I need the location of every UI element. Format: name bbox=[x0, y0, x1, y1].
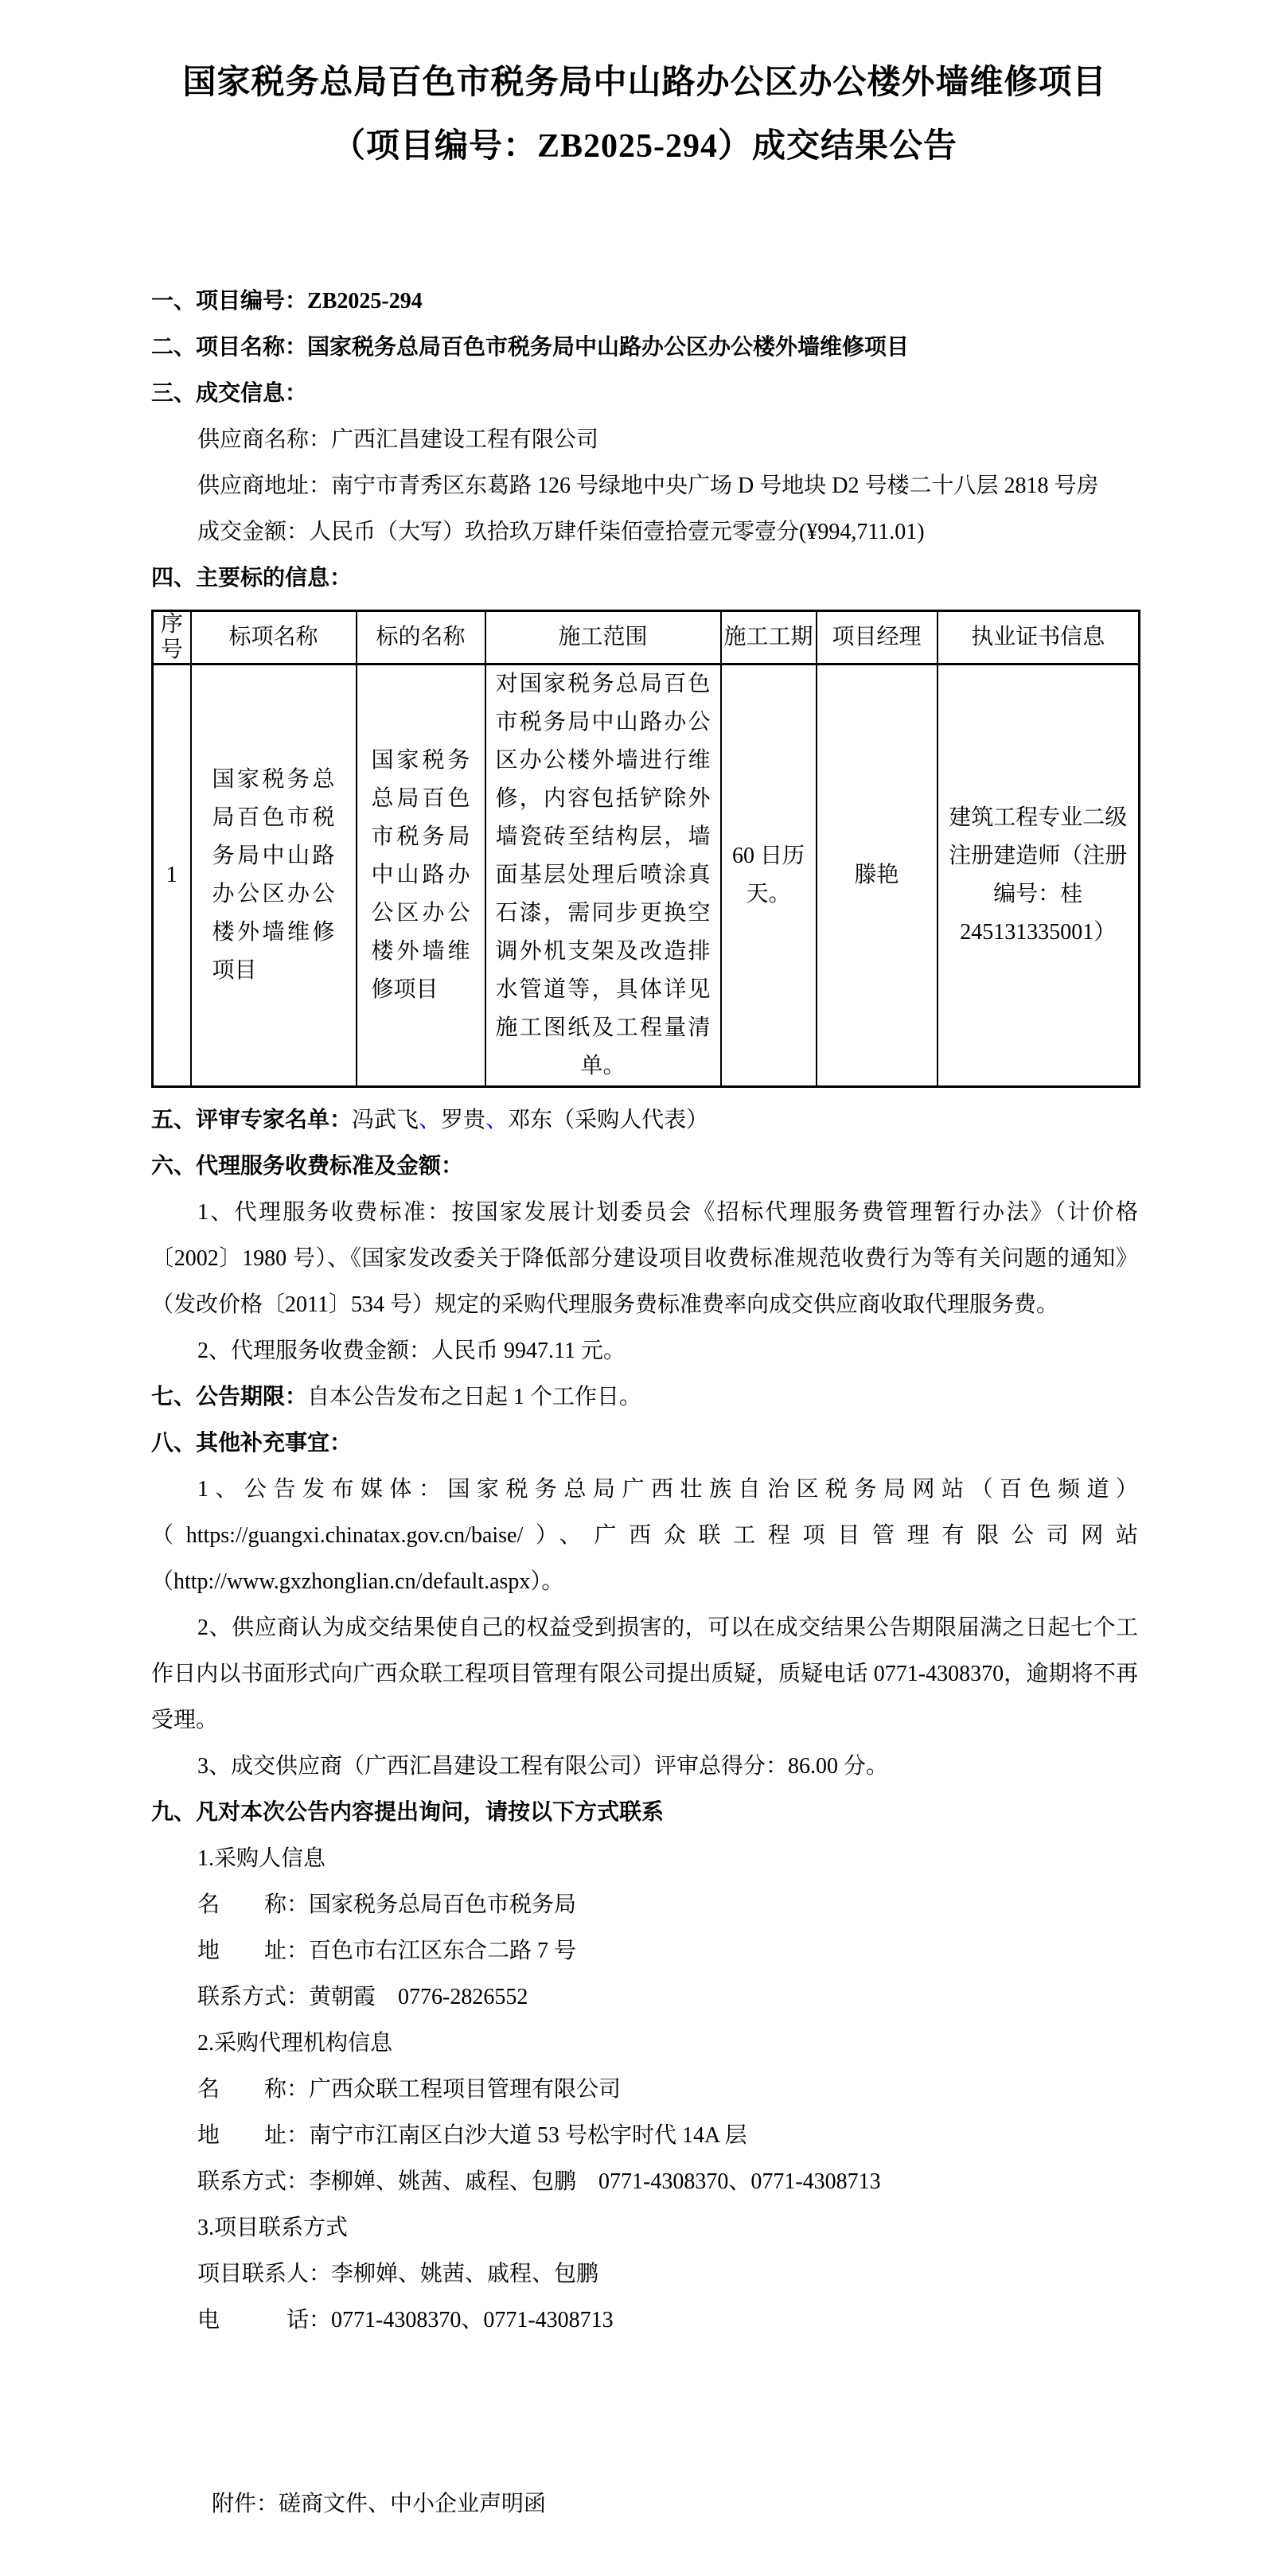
document-body bbox=[151, 279, 1138, 2527]
table-row bbox=[153, 664, 1140, 1087]
dispute-paragraph: 2、供应商认为成交结果使自己的权益受到损害的，可以在成交结果公告期限届满之日起七个工作日内以书面形式向广西众联工程项目管理有限公司提出质疑，质疑电话 0771-4308370，逾期将不再受理。 bbox=[151, 1615, 1138, 1732]
section-8-heading: 八、其他补充事宜： bbox=[151, 1431, 353, 1456]
section-1-project-number bbox=[151, 279, 1138, 325]
agency-fee-standard-paragraph: 1、代理服务收费标准：按国家发展计划委员会《招标代理服务费管理暂行办法》（计价格〔2002〕1980 号）、《国家发改委关于降低部分建设项目收费标准规范收费行为等有关问题的通知》（发改价格〔2011〕534 号）规定的采购代理服务费标准费率向成交供应商收取代理服务费。 bbox=[151, 1200, 1138, 1317]
cell-no: 1 bbox=[153, 664, 191, 1087]
cell-manager: 滕艳 bbox=[817, 664, 938, 1087]
section-5-label: 五、评审专家名单： bbox=[151, 1108, 353, 1132]
section-1-label: 一、项目编号： bbox=[151, 289, 308, 314]
publish-media-paragraph: 1、公告发布媒体：国家税务总局广西壮族自治区税务局网站（百色频道）（https://guangxi.chinatax.gov.cn/baise/）、广西众联工程项目管理有限公司网站（http://www.gxzhonglian.cn/default.aspx）。 bbox=[151, 1477, 1138, 1594]
project-name-value: 国家税务总局百色市税务局中山路办公区办公楼外墙维修项目 bbox=[307, 335, 910, 360]
expert-name: 罗贵 bbox=[441, 1108, 486, 1132]
header-item-name: 标项名称 bbox=[191, 611, 357, 664]
header-manager: 项目经理 bbox=[817, 611, 938, 664]
section-6-heading: 六、代理服务收费标准及金额： bbox=[151, 1154, 464, 1179]
purchaser-address-line: 地 址：百色市右江区东合二路 7 号 bbox=[197, 1939, 577, 1963]
award-amount-line: 成交金额：人民币（大写）玖拾玖万肆仟柒佰壹拾壹元零壹分(¥994,711.01) bbox=[197, 520, 925, 544]
cell-duration: 60 日历天。 bbox=[721, 664, 817, 1087]
section-4-heading: 四、主要标的信息： bbox=[151, 566, 353, 590]
cell-scope: 对国家税务总局百色市税务局中山路办公区办公楼外墙进行维修，内容包括铲除外墙瓷砖至结构层，墙面基层处理后喷涂真石漆，需同步更换空调外机支架及改造排水管道等，具体详见施工图纸及工程量清单。 bbox=[485, 664, 721, 1087]
subject-info-table bbox=[151, 610, 1140, 1088]
section-7-label: 七、公告期限： bbox=[151, 1385, 308, 1409]
supplier-name-line: 供应商名称：广西汇昌建设工程有限公司 bbox=[197, 427, 599, 452]
header-scope: 施工范围 bbox=[485, 611, 721, 664]
review-score-line: 3、成交供应商（广西汇昌建设工程有限公司）评审总得分：86.00 分。 bbox=[197, 1754, 889, 1779]
purchaser-contact-line: 联系方式：黄朝霞 0776-2826552 bbox=[197, 1985, 528, 2009]
table-header-row bbox=[153, 611, 1140, 664]
project-contact-subheading: 3.项目联系方式 bbox=[197, 2216, 349, 2240]
expert-separator: 、 bbox=[419, 1108, 442, 1132]
purchaser-info-subheading: 1.采购人信息 bbox=[197, 1846, 326, 1871]
section-5-experts-line bbox=[151, 1097, 1138, 1144]
agency-name-line: 名 称：广西众联工程项目管理有限公司 bbox=[197, 2077, 622, 2102]
cell-certificate: 建筑工程专业二级注册建造师（注册编号：桂245131335001） bbox=[938, 664, 1140, 1087]
attachment-line: 附件：磋商文件、中小企业声明函 bbox=[212, 2492, 547, 2516]
header-certificate: 执业证书信息 bbox=[938, 611, 1140, 664]
agency-contact-line: 联系方式：李柳婵、姚茜、戚程、包鹏 0771-4308370、0771-4308713 bbox=[197, 2169, 881, 2194]
header-no: 序号 bbox=[153, 611, 191, 664]
section-2-project-name bbox=[151, 325, 1138, 371]
expert-name: 冯武飞 bbox=[352, 1108, 419, 1132]
section-2-label: 二、项目名称： bbox=[151, 335, 308, 360]
purchaser-name-line: 名 称：国家税务总局百色市税务局 bbox=[197, 1892, 577, 1917]
expert-separator: 、 bbox=[485, 1108, 509, 1132]
cell-item-name: 国家税务总局百色市税务局中山路办公区办公楼外墙维修项目 bbox=[191, 664, 357, 1087]
page-title-line-2: （项目编号：ZB2025-294）成交结果公告 bbox=[331, 128, 957, 165]
section-7-period-line bbox=[151, 1374, 1138, 1421]
cell-subject-name: 国家税务总局百色市税务局中山路办公区办公楼外墙维修项目 bbox=[357, 664, 485, 1087]
agency-address-line: 地 址：南宁市江南区白沙大道 53 号松宇时代 14A 层 bbox=[197, 2123, 747, 2148]
announcement-period-value: 自本公告发布之日起 1 个工作日。 bbox=[307, 1385, 642, 1409]
page-title-line-1: 国家税务总局百色市税务局中山路办公区办公楼外墙维修项目 bbox=[182, 64, 1107, 101]
page-title bbox=[151, 51, 1138, 178]
agency-info-subheading: 2.采购代理机构信息 bbox=[197, 2031, 393, 2056]
header-subject-name: 标的名称 bbox=[357, 611, 485, 664]
project-contact-phone-line: 电 话：0771-4308370、0771-4308713 bbox=[197, 2308, 614, 2332]
section-3-heading: 三、成交信息： bbox=[151, 381, 308, 406]
supplier-address-line: 供应商地址：南宁市青秀区东葛路 126 号绿地中央广场 D 号地块 D2 号楼二十八层 2818 号房 bbox=[197, 474, 1099, 498]
agency-fee-amount-line: 2、代理服务收费金额：人民币 9947.11 元。 bbox=[197, 1339, 626, 1363]
header-duration: 施工工期 bbox=[721, 611, 817, 664]
expert-name: 邓东（采购人代表） bbox=[508, 1108, 709, 1132]
section-9-heading: 九、凡对本次公告内容提出询问，请按以下方式联系 bbox=[151, 1800, 665, 1825]
project-contact-persons-line: 项目联系人：李柳婵、姚茜、戚程、包鹏 bbox=[197, 2262, 599, 2286]
project-number-value: ZB2025-294 bbox=[307, 289, 423, 314]
